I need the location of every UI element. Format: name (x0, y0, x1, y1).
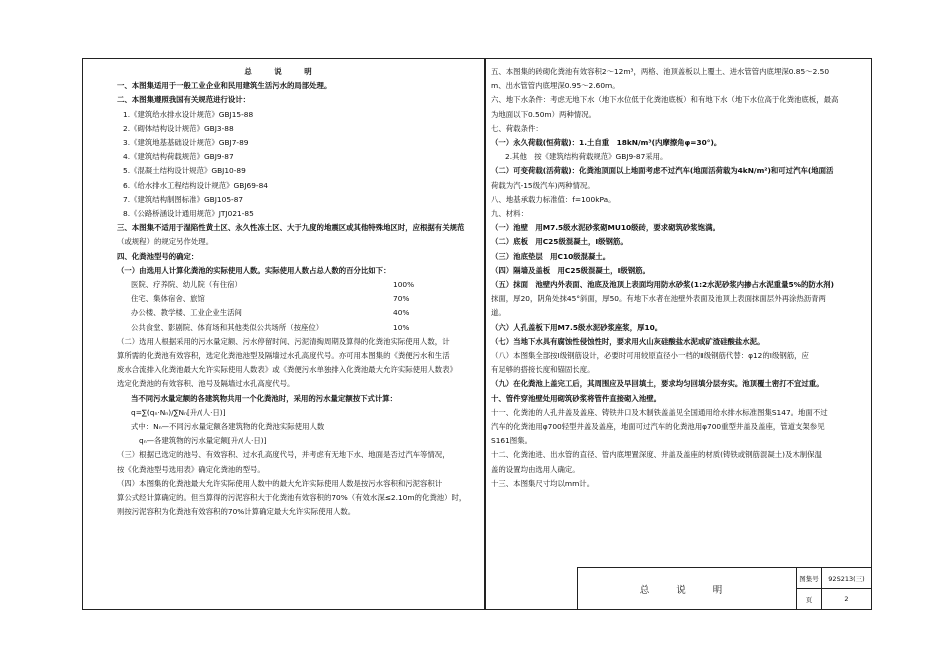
text-line: 6.《给水排水工程结构设计规范》GBJ69-84 (123, 180, 268, 190)
atlas-number-label: 图集号 (797, 568, 822, 588)
text-line: 4.《建筑结构荷载规范》GBJ9-87 (123, 152, 234, 162)
text-line: qₙ—各建筑物的污水量定额[升/(人·日)] (139, 436, 267, 446)
text-line: 九、材料： (491, 209, 528, 219)
text-line: 十一、化粪池的人孔井盖及盖座、铸铁井口及木制铁盖盖见全国通用给水排水标准图集S147。地面不过 (491, 407, 828, 417)
text-line: （四）本图集的化粪池最大允许实际使用人数中的最大允许实际使用人数是按污水容积和污泥容积计 (117, 478, 443, 488)
right-column (485, 59, 871, 609)
text-line: 5.《混凝土结构设计规范》GBJ10-89 (123, 166, 246, 176)
text-line: 四、化粪池型号的确定： (117, 251, 199, 261)
text-line: （四）隔墙及盖板 用C25级混凝土，Ⅰ级钢筋。 (491, 265, 650, 275)
text-line: 道。 (491, 308, 506, 318)
text-line: （七）当地下水具有腐蚀性侵蚀性时，要求用火山灰硅酸盐水泥或矿渣硅酸盐水泥。 (491, 336, 765, 346)
text-line: 8.《公路桥涵设计通用规范》JTJ021-85 (123, 209, 254, 219)
text-line: 十二、化粪池进、出水管的直径、管内底埋置深度、井盖及盖座的材质(铸铁或钢筋混凝土)及木制保温 (491, 450, 822, 460)
text-line: 七、荷载条件： (491, 123, 543, 133)
page-number-label: 页 (797, 589, 822, 609)
text-line: 2.《砌体结构设计规范》GBJ3-88 (123, 123, 234, 133)
atlas-number-value: 92S213(三) (828, 574, 865, 583)
text-line: 3.《建筑地基基础设计规范》GBJ7-89 (123, 138, 249, 148)
percentage-label: 住宅、集体宿舍、旅馆 (131, 294, 205, 304)
text-line: （五）抹面 池壁内外表面、池底及池顶上表面均用防水砂浆(1:2水泥砂浆内掺占水泥重量5%的防水剂) (491, 280, 834, 290)
text-line: 八、地基承载力标准值：f=100kPa。 (491, 194, 616, 204)
right-text-block (491, 65, 867, 491)
text-line: 二、本图集遵照我国有关规范进行设计： (117, 95, 251, 105)
text-line: （三）根据已选定的池号、有效容积、过水孔高度代号，并考虑有无地下水、地面是否过汽车等情况， (117, 450, 450, 460)
text-line: （一）池壁 用M7.5级水泥砂浆砌MU10级砖，要求砌筑砂浆饱满。 (491, 223, 720, 233)
text-line: （八）本图集全部按Ⅰ级钢筋设计，必要时可用较原直径小一档的Ⅱ级钢筋代替：φ12的Ⅰ级钢筋，应 (491, 351, 809, 361)
text-line: 六、地下水条件：考虑无地下水（地下水位低于化粪池底板）和有地下水（地下水位高于化粪池底板，最高 (491, 95, 839, 105)
percentage-value: 70% (393, 294, 410, 304)
text-line: 算所需的化粪池有效容积，选定化粪池池型及隔墙过水孔高度代号。亦可用本图集的《粪便污水和生活 (117, 351, 450, 361)
page-number-value: 2 (844, 595, 849, 603)
text-line: （三）池底垫层 用C10级混凝土。 (491, 251, 611, 261)
text-line: 当不同污水量定额的各建筑物共用一个化粪池时，采用的污水量定额按下式计算： (131, 393, 398, 403)
title-block (577, 567, 871, 609)
text-line: q=∑(qₙ·Nₙ)/∑Nₙ[升/(人·日)] (131, 407, 226, 417)
text-line: 三、本图集不适用于湿陷性黄土区、永久性冻土区、大于九度的地震区或其他特殊地区时，应根据有关规范 (117, 223, 465, 233)
text-line: 盖的设置均由选用人确定。 (491, 464, 580, 474)
title-block-name: 总 说 明 (578, 568, 797, 609)
text-line: 选定化粪池的有效容积、池号及隔墙过水孔高度代号。 (117, 379, 295, 389)
atlas-number-row (797, 568, 871, 589)
text-line: 则按污泥容积为化粪池有效容积的70%计算确定最大允许实际使用人数。 (117, 507, 356, 517)
text-line: 十、管件穿池壁处用砌筑砂浆将管件直接砌入池壁。 (491, 393, 661, 403)
text-line: S161图集。 (491, 436, 532, 446)
text-line: 十三、本图集尺寸均以mm计。 (491, 478, 595, 488)
page-title: 总 说 明 (244, 67, 322, 76)
percentage-value: 100% (393, 280, 415, 290)
text-line: 有足够的搭接长度和锚固长度。 (491, 365, 595, 375)
text-line: （或规程）的规定另作处理。 (117, 237, 214, 247)
text-line: （九）在化粪池上盖完工后，其周围应及早回填土，要求均匀回填分层夯实。池顶覆土密打不宜过重。 (491, 379, 824, 389)
text-line: （二）可变荷载(活荷载)：化粪池顶面以上地面考虑不过汽车(地面活荷载为4kN/m²)和可过汽车(地面活 (491, 166, 834, 176)
text-line (117, 306, 477, 320)
percentage-value: 40% (393, 308, 410, 318)
text-line: 按《化粪池型号选用表》确定化粪池的型号。 (117, 464, 265, 474)
text-line: （一）由选用人计算化粪池的实际使用人数。实际使用人数占总人数的百分比如下： (117, 265, 391, 275)
percentage-label: 办公楼、教学楼、工业企业生活间 (131, 308, 242, 318)
text-line: 2.其他 按《建筑结构荷载规范》GBJ9-87采用。 (505, 152, 668, 162)
percentage-label: 医院、疗养院、幼儿院（有住宿） (131, 280, 242, 290)
text-line: m、出水管管内底埋深0.95～2.60m。 (491, 81, 620, 91)
page-number-row (797, 589, 871, 609)
text-line (117, 321, 477, 335)
title-block-info (797, 568, 871, 609)
text-line: 算公式经计算确定的。但当算得的污泥容积大于化粪池有效容积的70%（有效水深≤2.10m的化粪池）时， (117, 493, 467, 503)
text-line: （二）底板 用C25级混凝土，Ⅰ级钢筋。 (491, 237, 628, 247)
left-column (83, 59, 483, 609)
left-text-block (117, 79, 477, 519)
text-line: 废水合流排入化粪池最大允许实际使用人数表》或《粪便污水单独排入化粪池最大允许实际使用人数表》 (117, 365, 457, 375)
text-line: 五、本图集的砖砌化粪池有效容积2～12m³，两格、池顶盖板以上覆土、进水管管内底埋深0.85～2.50 (491, 67, 830, 76)
text-line: 7.《建筑结构制图标准》GBJ105-87 (123, 194, 244, 204)
text-line: 汽车的化粪池用φ700轻型井盖及盖座，地面可过汽车的化粪池用φ700重型井盖及盖座，管道支架参见 (491, 422, 825, 432)
text-line: 抹面，厚20，阴角处抹45°斜面，厚50。有地下水者在池壁外表面及池顶上表面抹面层外再涂热沥青两 (491, 294, 826, 304)
text-line: 式中：Nₙ—不同污水量定额各建筑物的化粪池实际使用人数 (131, 422, 325, 432)
text-line: 一、本图集适用于一般工业企业和民用建筑生活污水的局部处理。 (117, 81, 332, 91)
percentage-value: 10% (393, 322, 410, 332)
text-line: （六）人孔盖板下用M7.5级水泥砂浆座浆，厚10。 (491, 322, 663, 332)
text-line: （二）选用人根据采用的污水量定额、污水停留时间、污泥清掏周期及算得的化粪池实际使用人数，计 (117, 336, 450, 346)
text-line: 1.《建筑给水排水设计规范》GBJ15-88 (123, 109, 254, 119)
drawing-sheet (82, 58, 872, 610)
text-line: 荷载为汽-15级汽车)两种情况。 (491, 180, 595, 190)
text-line (117, 278, 477, 292)
percentage-label: 公共食堂、影剧院、体育场和其他类似公共场所（按座位） (131, 322, 324, 332)
text-line (117, 292, 477, 306)
text-line: （一）永久荷载(恒荷载)：1.土自重 18kN/m³(内摩擦角φ=30°)。 (491, 138, 722, 148)
text-line: 为地面以下0.50m）两种情况。 (491, 109, 596, 119)
